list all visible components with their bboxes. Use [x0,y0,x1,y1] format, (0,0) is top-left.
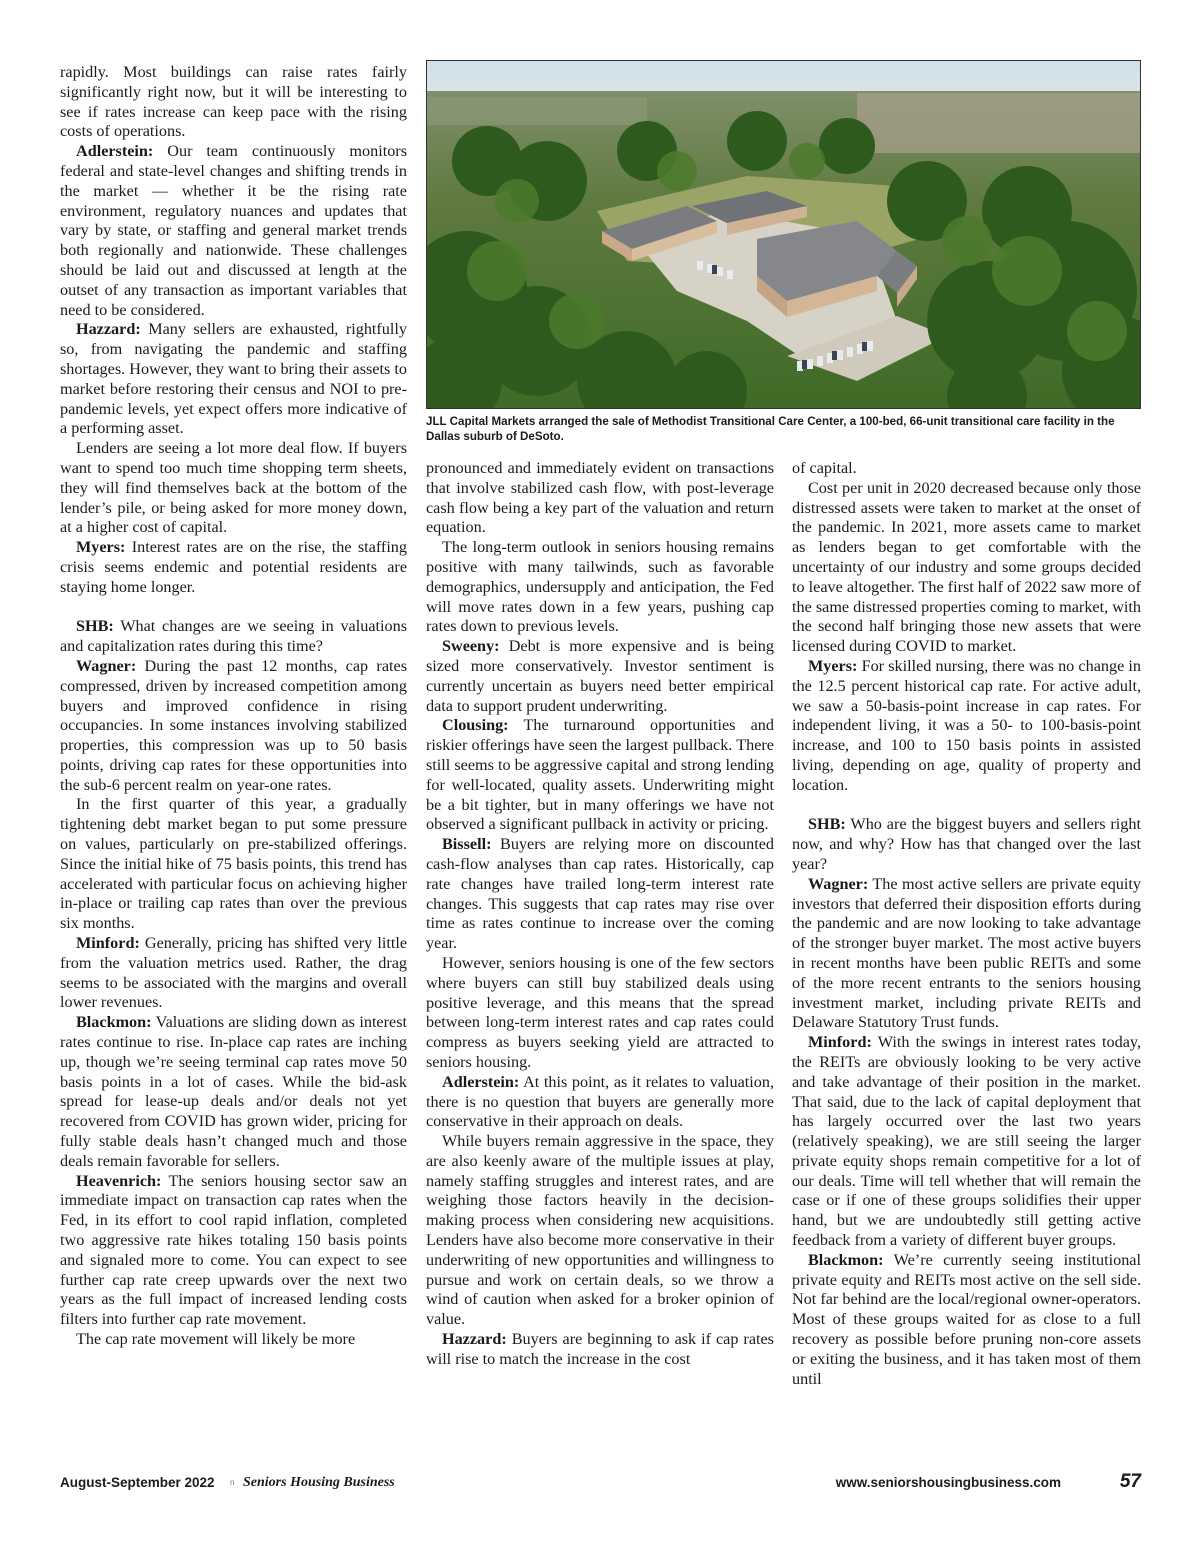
paragraph-text: During the past 12 months, cap rates compressed, driven by increased competition among buyers and improved confidence in rising occupancies. In some instances involving stabilized properties, this compression was up to 50 basis points, driving cap rates for these opportunities into the sub-6 percent realm on year-one rates. [60,656,407,794]
aerial-photo-illustration [427,61,1141,409]
paragraph-text: Buyers are beginning to ask if cap rates will rise to match the increase in the cost [426,1330,774,1368]
question-paragraph [792,815,1141,874]
paragraph: However, seniors housing is one of the few sectors where buyers can still buy stabilized deals using positive leverage, and this means that the spread between long-term interest rates and cap rates could compress as buyers seeking yield are attracted to seniors housing. [426,953,774,1071]
speaker-name: Clousing: [442,716,509,735]
paragraph-text: Debt is more expensive and is being sized more conservatively. Investor sentiment is currently uncertain as buyers need better empirical data to support prudent underwriting. [426,637,774,715]
paragraph-text: Buyers are relying more on discounted cash-flow analyses than cap rates. Historically, cap rate changes have trailed long-term interest rate changes. This suggests that cap rates may rise over time as rates continue to increase over the coming year. [426,835,774,953]
article-column-3 [792,459,1141,1389]
speaker-name: Wagner: [76,656,137,675]
paragraph-text: Who are the biggest buyers and sellers right now, and why? How has that changed over the last year? [792,815,1141,873]
paragraph [426,637,774,716]
paragraph-text: Generally, pricing has shifted very little from the valuation metrics used. Rather, the drag seems to be associated with the margins and overall lower revenues. [60,934,407,1012]
paragraph [792,875,1141,1033]
speaker-name: Heavenrich: [76,1171,162,1190]
paragraph [60,657,407,796]
paragraph-text: At this point, as it relates to valuation, there is no question that buyers are generally more conservative in their approach on deals. [426,1072,774,1131]
paragraph: In the first quarter of this year, a gradually tightening debt market began to put some pressure on values, particularly on pre-stabilized offerings. Since the initial hike of 75 basis points, this trend has accelerated with particular focus on achieving higher in-place or trailing cap rates than over the previous six months. [60,795,407,933]
speaker-name: Sweeny: [442,637,500,656]
speaker-name: Wagner: [808,874,869,893]
paragraph-text: The seniors housing sector saw an immediate impact on transaction cap rates when the Fed, in its effort to cool rapid inflation, completed two aggressive rate hikes totaling 150 basis points and signaled more to come. You can expect to see further cap rate creep upwards over the next two years as the full impact of increased lending costs filters into further cap rate movement. [60,1171,407,1329]
page-number: 57 [1119,1471,1141,1492]
paragraph: Lenders are seeing a lot more deal flow. If buyers want to spend too much time shopping term sheets, they will find themselves back at the bottom of the lender’s pile, or being asked for more money down, at a higher cost of capital. [60,439,407,537]
speaker-name: SHB: [808,815,846,834]
speaker-name: Myers: [76,538,126,557]
website-url: www.seniorshousingbusiness.com [835,1475,1061,1490]
paragraph [60,142,407,320]
page-footer [60,1473,1141,1495]
question-paragraph [60,617,407,657]
paragraph [426,1330,774,1370]
paragraph-text: We’re currently seeing institutional private equity and REITs most active on the sell side. Not far behind are the local/regional owner-operators. Most of these groups waited for as close to a full recovery as possible before pruning non-core assets or exiting the business, and it has taken most of them until [792,1250,1141,1388]
speaker-name: SHB: [76,617,114,636]
speaker-name: Bissell: [442,835,492,854]
paragraph: rapidly. Most buildings can raise rates fairly significantly right now, but it will be interesting to see if rates increase can keep pace with the rising costs of operations. [60,63,407,141]
article-column-2 [426,459,774,1370]
paragraph [60,1172,407,1330]
paragraph [426,1073,774,1132]
speaker-name: Adlerstein: [76,142,154,161]
paragraph [426,835,774,954]
aerial-photo [426,60,1141,409]
paragraph [60,320,407,439]
paragraph: The long-term outlook in seniors housing remains positive with many tailwinds, such as favorable demographics, undersupply and anticipation, the Fed will move rates down in a few years, pushing cap rates down to previous levels. [426,538,774,636]
paragraph [60,934,407,1013]
issue-date: August-September 2022 [60,1475,215,1490]
speaker-name: Minford: [76,934,140,953]
paragraph [792,1033,1141,1251]
photo-caption: JLL Capital Markets arranged the sale of Methodist Transitional Care Center, a 100-bed, 66-unit transitional care facility in the Dallas suburb of DeSoto. [426,415,1115,443]
paragraph [60,1013,407,1171]
paragraph: While buyers remain aggressive in the space, they are also keenly aware of the multiple issues at play, namely staffing struggles and interest rates, and are weighing those factors heavily in the decision-making process when considering new acquisitions. Lenders have also become more conservative in their underwriting of new opportunities and willingness to pursue and work on certain deals, so we throw a wind of caution when asked for a broker opinion of value. [426,1132,774,1329]
paragraph: The cap rate movement will likely be more [76,1330,356,1348]
speaker-name: Adlerstein: [442,1072,520,1091]
paragraph-text: For skilled nursing, there was no change in the 12.5 percent historical cap rate. For active adult, we saw a 50-basis-point increase in cap rates. For independent living, it was a 50- to 100-basis-point increase, and 100 to 150 basis points in assisted living, depending on age, quality of property and location. [792,656,1141,794]
paragraph [426,716,774,835]
speaker-name: Hazzard: [442,1330,507,1349]
footer-separator: n [230,1478,235,1487]
speaker-name: Myers: [808,656,858,675]
paragraph-text: The most active sellers are private equity investors that deferred their disposition efforts during the pandemic and are now looking to take advantage of the stronger buyer market. The most active buyers in recent months have been public REITs and some of the more recent entrants to the seniors housing investment market, including private REITs and Delaware Statutory Trust funds. [792,874,1141,1032]
paragraph-text: Our team continuously monitors federal and state-level changes and shifting trends in the market — whether it be the rising rate environment, regulatory nuances and updates that vary by state, or staffing and general market trends both regionally and nationwide. These challenges should be laid out and discussed at length at the outset of any transaction as important variables that need to be considered. [60,142,407,319]
paragraph: of capital. [792,459,857,477]
paragraph: Cost per unit in 2020 decreased because only those distressed assets were taken to market at the onset of the pandemic. In 2021, more assets came to market as lenders began to get comfortable with the uncertainty of our industry and some groups decided to leave altogether. The first half of 2022 saw more of the same distressed properties coming to market, with the second half bringing those new assets that were licensed during COVID to market. [792,478,1141,656]
speaker-name: Hazzard: [76,320,141,339]
paragraph [792,1251,1141,1390]
paragraph-text: What changes are we seeing in valuations and capitalization rates during this time? [60,617,407,656]
paragraph [792,657,1141,796]
paragraph-text: With the swings in interest rates today, the REITs are obviously looking to be very active and take advantage of their position in the market. That said, due to the lack of capital deployment that has largely occurred over the last two years (relatively speaking), we are still seeing the larger private equity shops remain competitive for a lot of our deals. Time will tell whether that will remain the case or if one of these groups solidifies their upper hand, but we are undoubtedly still getting active feedback from a variety of different buyer groups. [792,1033,1141,1250]
publication-name: Seniors Housing Business [243,1475,395,1490]
speaker-name: Minford: [808,1033,872,1052]
speaker-name: Blackmon: [808,1250,884,1269]
paragraph [60,538,407,597]
article-column-1 [60,63,407,1350]
paragraph-text: The turnaround opportunities and riskier offerings have seen the largest pullback. There still seems to be aggressive capital and strong lending for well-located, quality assets. Underwriting might be a bit tighter, but in many offerings we have not observed a significant pullback in activity or pricing. [426,716,774,834]
paragraph: pronounced and immediately evident on transactions that involve stabilized cash flow, with post-leverage cash flow being a key part of the valuation and return equation. [426,459,774,537]
speaker-name: Blackmon: [76,1013,152,1032]
paragraph-text: Interest rates are on the rise, the staffing crisis seems endemic and potential residents are staying home longer. [60,538,407,596]
paragraph-text: Valuations are sliding down as interest rates continue to rise. In-place cap rates are inching up, though we’re seeing terminal cap rates move 50 basis points in a lot of cases. While the bid-ask spread for lease-up deals and/or deals not yet recovered from COVID has grown wider, pricing for fully stable deals hasn’t changed much and those deals remain favorable for sellers. [60,1013,407,1170]
paragraph-text: Many sellers are exhausted, rightfully so, from navigating the pandemic and staffing shortages. However, they want to bring their assets to market before restoring their census and NOI to pre-pandemic levels, yet expect offers more indicative of a performing asset. [60,320,407,438]
